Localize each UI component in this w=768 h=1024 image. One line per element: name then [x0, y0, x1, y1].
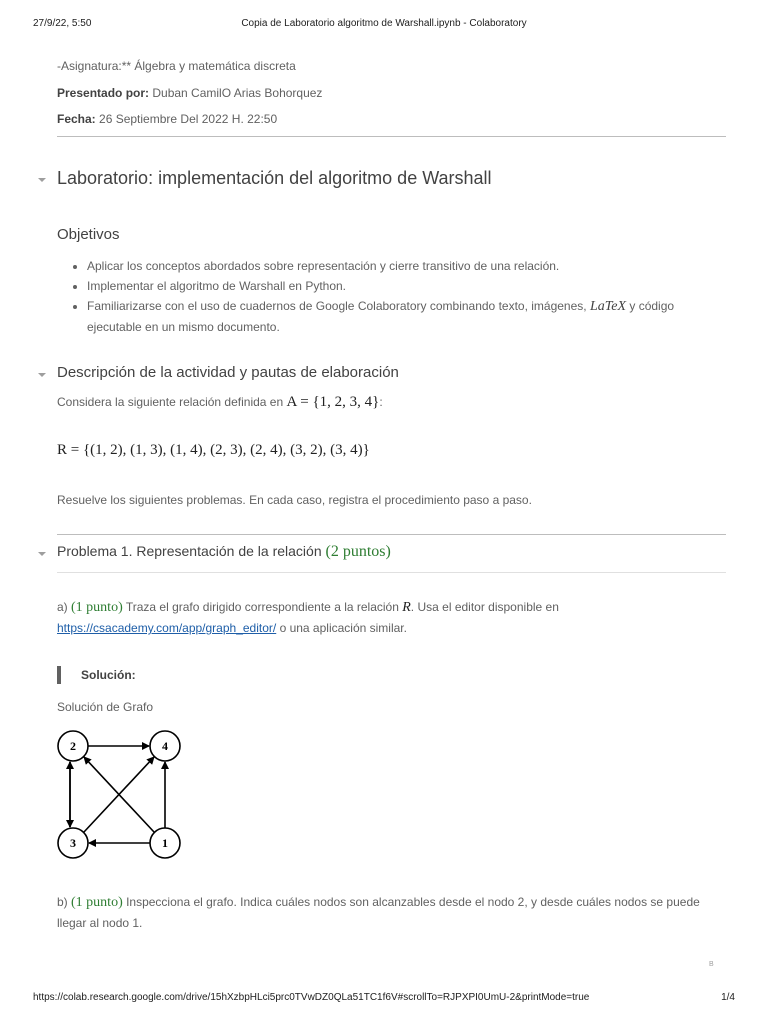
asignatura-line: -Asignatura:** Álgebra y matemática discreta	[57, 59, 296, 73]
print-header	[33, 18, 735, 32]
section-title: Laboratorio: implementación del algoritmo de Warshall	[57, 168, 492, 188]
presentado-label: Presentado por:	[57, 86, 150, 100]
instructions-text: Resuelve los siguientes problemas. En cada caso, registra el procedimiento paso a paso.	[57, 493, 532, 507]
fecha-line	[57, 112, 277, 126]
list-item: • Implementar el algoritmo de Warshall en Python.	[87, 276, 727, 296]
print-date: 27/9/22, 5:50	[33, 18, 92, 29]
points-badge: (1 punto)	[71, 895, 123, 910]
small-mark: B	[709, 961, 714, 968]
relation-math: R = {(1, 2), (1, 3), (1, 4), (2, 3), (2, 4), (3, 2), (3, 4)}	[57, 442, 370, 458]
print-url: https://colab.research.google.com/drive/15hXzbpHLci5prc0TVwDZ0QLa51TC1f6V#scrollTo=RJPXPI0UmU-2&printMode=true	[33, 992, 590, 1003]
collapse-caret-icon[interactable]	[38, 373, 46, 377]
presentado-line	[57, 86, 322, 100]
graph-node-label: 2	[70, 739, 76, 753]
latex-logo: LaTeX	[589, 299, 627, 314]
graph-caption: Solución de Grafo	[57, 700, 154, 714]
problem-b-text: b) (1 punto) Inspecciona el grafo. Indica cuáles nodos son alcanzables desde el nodo 2, y desde cuáles nodos se puede llegar al nodo 1.	[57, 895, 700, 930]
relation-intro: Considera la siguiente relación definida en A = {1, 2, 3, 4}:	[57, 394, 383, 410]
fecha-value: 26 Septiembre Del 2022 H. 22:50	[95, 112, 278, 126]
divider	[57, 572, 726, 573]
print-footer	[33, 992, 735, 1006]
collapse-caret-icon[interactable]	[38, 178, 46, 182]
points-badge: (2 puntos)	[325, 543, 391, 560]
presentado-value: Duban CamilO Arias Bohorquez	[149, 86, 323, 100]
objectives-list	[57, 256, 727, 337]
divider	[57, 534, 726, 535]
directed-graph	[55, 728, 195, 863]
set-a-math: A = {1, 2, 3, 4}	[286, 394, 380, 410]
problem-title: Problema 1. Representación de la relación (2 puntos)	[57, 543, 391, 560]
collapse-caret-icon[interactable]	[38, 552, 46, 556]
section-title: Descripción de la actividad y pautas de elaboración	[57, 364, 399, 381]
graph-editor-link[interactable]: https://csacademy.com/app/graph_editor/	[57, 621, 277, 635]
fecha-label: Fecha:	[57, 112, 96, 126]
graph-node-label: 1	[162, 836, 168, 850]
points-badge: (1 punto)	[71, 600, 123, 615]
list-item: • Familiarizarse con el uso de cuadernos de Google Colaboratory combinando texto, imágenes, LaTeX y código ejecutable en un mismo documento.	[87, 296, 727, 337]
graph-node-label: 4	[162, 739, 168, 753]
divider	[57, 136, 726, 137]
solution-label: Solución:	[81, 668, 136, 682]
objectives-heading: Objetivos	[57, 226, 120, 243]
print-title: Copia de Laboratorio algoritmo de Warshall.ipynb - Colaboratory	[241, 18, 527, 29]
list-item: • Aplicar los conceptos abordados sobre representación y cierre transitivo de una relación.	[87, 256, 727, 276]
page-number: 1/4	[721, 992, 735, 1003]
solution-bar	[57, 666, 61, 684]
graph-node-label: 3	[70, 836, 76, 850]
solution-block	[57, 664, 257, 688]
problem-a-text: a) (1 punto) Traza el grafo dirigido correspondiente a la relación R. Usa el editor disponible en https://csacademy.com/app/graph_editor/ o una aplicación similar.	[57, 600, 559, 635]
